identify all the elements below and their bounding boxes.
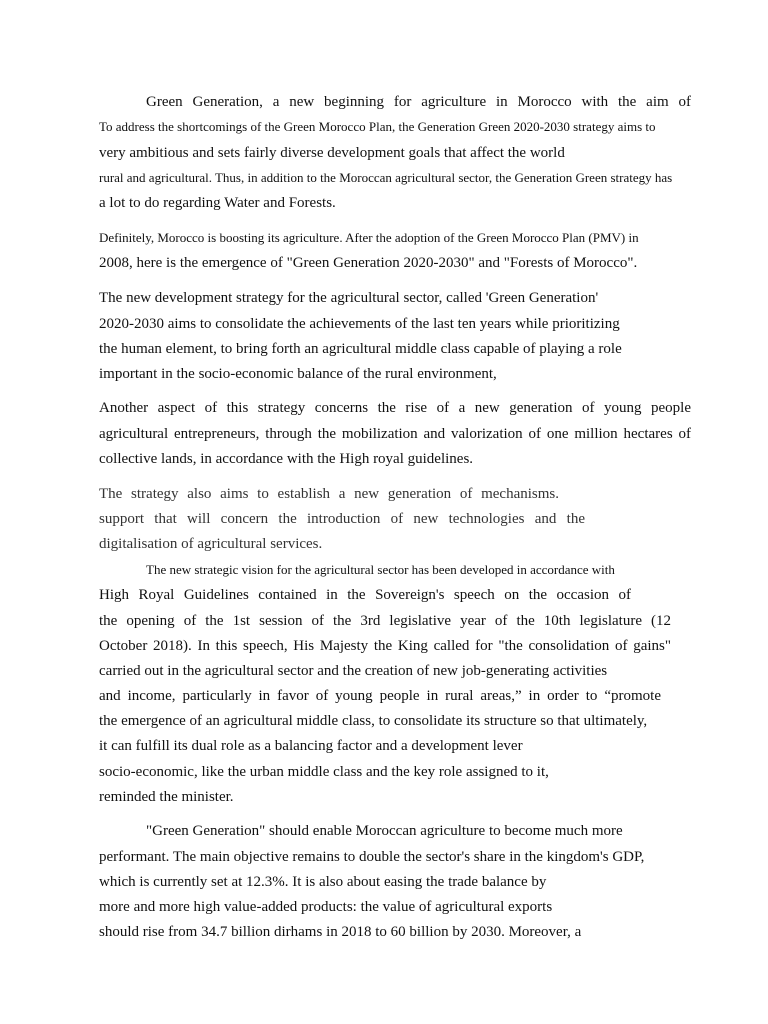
- text-line: Definitely, Morocco is boosting its agriculture. After the adoption of the Green Morocco Plan (PMV) in: [99, 230, 639, 245]
- text-line: more and more high value-added products: the value of agricultural exports: [99, 899, 553, 915]
- text-line: agricultural entrepreneurs, through the mobilization and valorization of one million hectares of: [99, 426, 691, 442]
- text-line: Green Generation, a new beginning for agriculture in Morocco with the aim of: [146, 94, 691, 110]
- text-line: Another aspect of this strategy concerns the rise of a new generation of young people: [99, 400, 691, 416]
- text-line: very ambitious and sets fairly diverse development goals that affect the world: [99, 145, 565, 161]
- text-line: reminded the minister.: [99, 789, 234, 805]
- text-line: carried out in the agricultural sector and the creation of new job-generating activities: [99, 663, 608, 679]
- text-line: a lot to do regarding Water and Forests.: [99, 195, 336, 211]
- text-line: the emergence of an agricultural middle class, to consolidate its structure so that ultimately,: [99, 713, 648, 729]
- text-line: the opening of the 1st session of the 3rd legislative year of the 10th legislature (12: [99, 613, 671, 629]
- text-line: it can fulfill its dual role as a balancing factor and a development lever: [99, 738, 523, 754]
- text-line: should rise from 34.7 billion dirhams in 2018 to 60 billion by 2030. Moreover, a: [99, 924, 582, 940]
- text-line: The strategy also aims to establish a new generation of mechanisms.: [99, 486, 559, 502]
- text-line: The new development strategy for the agricultural sector, called 'Green Generation': [99, 290, 599, 306]
- text-line: 2008, here is the emergence of "Green Generation 2020-2030" and "Forests of Morocco".: [99, 255, 638, 271]
- text-line: 2020-2030 aims to consolidate the achievements of the last ten years while prioritizing: [99, 316, 620, 332]
- text-line: socio-economic, like the urban middle class and the key role assigned to it,: [99, 764, 549, 780]
- text-line: collective lands, in accordance with the High royal guidelines.: [99, 451, 474, 467]
- text-line: which is currently set at 12.3%. It is also about easing the trade balance by: [99, 874, 547, 890]
- text-line: October 2018). In this speech, His Majesty the King called for "the consolidation of gains": [99, 638, 671, 654]
- text-line: High Royal Guidelines contained in the Sovereign's speech on the occasion of: [99, 587, 631, 603]
- text-line: and income, particularly in favor of young people in rural areas,” in order to “promote: [99, 688, 661, 704]
- text-line: important in the socio-economic balance of the rural environment,: [99, 366, 497, 382]
- text-line: To address the shortcomings of the Green Morocco Plan, the Generation Green 2020-2030 strategy aims to: [99, 119, 656, 134]
- text-line: digitalisation of agricultural services.: [99, 536, 323, 552]
- text-line: support that will concern the introduction of new technologies and the: [99, 511, 585, 527]
- text-line: The new strategic vision for the agricultural sector has been developed in accordance with: [146, 562, 615, 577]
- text-line: "Green Generation" should enable Moroccan agriculture to become much more: [146, 823, 623, 839]
- text-line: the human element, to bring forth an agricultural middle class capable of playing a role: [99, 341, 622, 357]
- text-line: rural and agricultural. Thus, in addition to the Moroccan agricultural sector, the Generation Green strategy has: [99, 170, 673, 185]
- text-line: performant. The main objective remains to double the sector's share in the kingdom's GDP,: [99, 849, 645, 865]
